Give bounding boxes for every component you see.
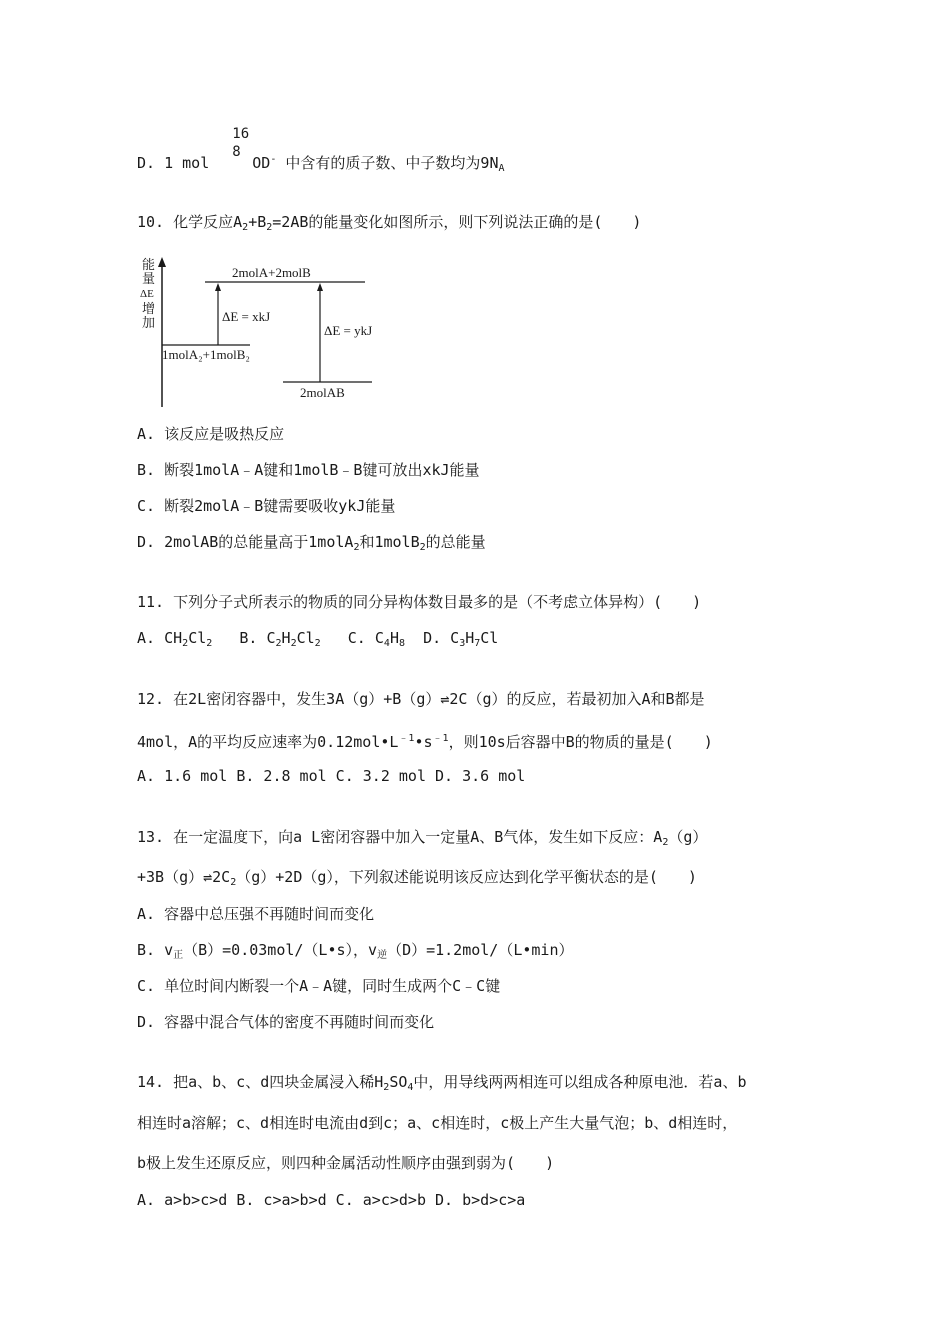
energy-diagram: [140, 255, 390, 415]
reactant-level-label: 1molA₂+1molB₂: [162, 347, 250, 362]
charge: -: [270, 154, 277, 165]
q9d-sub: A: [498, 163, 505, 174]
q10-option-d: D. 2molAB的总能量高于1molA$_2$和1molB$_2$的总能量: [137, 533, 486, 553]
q10-option-b: B. 断裂1molA﹣A键和1molB﹣B键可放出xkJ能量: [137, 461, 480, 479]
q10-option-c: C. 断裂2molA﹣B键需要吸收ykJ能量: [137, 497, 396, 515]
q10-option-a: A. 该反应是吸热反应: [137, 425, 285, 443]
q14-options: A. a>b>c>d B. c>a>b>d C. a>c>d>b D. b>d>c>a: [137, 1191, 526, 1209]
q13-option-c: C. 单位时间内断裂一个A﹣A键，同时生成两个C﹣C键: [137, 977, 501, 995]
q12-line2: 4mol，A的平均反应速率为$0.12mol•L^{﹣1}•s^{﹣1}$，则10s后容器中B的物质的量是( ): [137, 733, 713, 751]
y-label-1: 能: [142, 257, 156, 272]
y-label-4: 增: [142, 301, 156, 316]
q13-line2: $+3B(g)\rightleftharpoons 2C_2(g)+2D(g)$，下列叙述能说明该反应达到化学平衡状态的是( ): [137, 868, 697, 888]
q9d-text: 中含有的质子数、中子数均为9N: [276, 154, 499, 172]
dE-x-label: ΔE = xkJ: [222, 309, 271, 324]
top-level-label: 2molA+2molB: [232, 265, 311, 280]
q9d-prefix: D. 1 mol: [137, 154, 210, 172]
y-axis-arrow: [158, 257, 166, 267]
q13-line1: 13. 在一定温度下，向a L密闭容器中加入一定量A、B气体，发生如下反应：$A_2(g)$: [137, 828, 708, 848]
q12-line1: 12. 在2L密闭容器中，发生3A（g）+B（g）⇌2C（g）的反应，若最初加入A和B都是: [137, 690, 705, 708]
q12-options: A. 1.6 mol B. 2.8 mol C. 3.2 mol D. 3.6 mol: [137, 767, 526, 785]
q13-option-d: D. 容器中混合气体的密度不再随时间而变化: [137, 1013, 435, 1031]
q13-option-a: A. 容器中总压强不再随时间而变化: [137, 905, 375, 923]
product-level-label: 2molAB: [300, 385, 345, 400]
q14-line1: 14. 把a、b、c、d四块金属浸入稀$H_2SO_4$中，用导线两两相连可以组成各种原电池．若a、b: [137, 1073, 747, 1093]
q10-stem: 10. 化学反应$A_2+B_2=2AB$的能量变化如图所示，则下列说法正确的是( ): [137, 213, 642, 233]
q13-option-b: B. $v_正(B)=0.03mol/(L•s)$，$v_逆(D)=1.2mol/(L•\min)$: [137, 941, 574, 961]
y-label-5: 加: [142, 315, 156, 330]
mass-number: 16: [232, 126, 250, 142]
y-label-3: ΔE: [140, 288, 154, 300]
q14-line2: 相连时a溶解；c、d相连时电流由d到c；a、c相连时，c极上产生大量气泡；b、d相连时，: [137, 1114, 738, 1132]
q9-option-d: [137, 126, 505, 179]
dE-y-label: ΔE = ykJ: [324, 323, 373, 338]
y-label-2: 量: [142, 271, 156, 286]
q11-options: A. $CH_2Cl_2$ B. $C_2H_2Cl_2$ C. $C_4H_8$ D. $C_3H_7Cl$: [137, 629, 499, 649]
q14-line3: b极上发生还原反应，则四种金属活动性顺序由强到弱为( ): [137, 1154, 555, 1172]
q11-stem: 11. 下列分子式所表示的物质的同分异构体数目最多的是（不考虑立体异构）( ): [137, 593, 702, 611]
isotope-notation: [218, 126, 252, 168]
species: OD: [252, 154, 271, 172]
atomic-number: 8: [232, 144, 241, 160]
